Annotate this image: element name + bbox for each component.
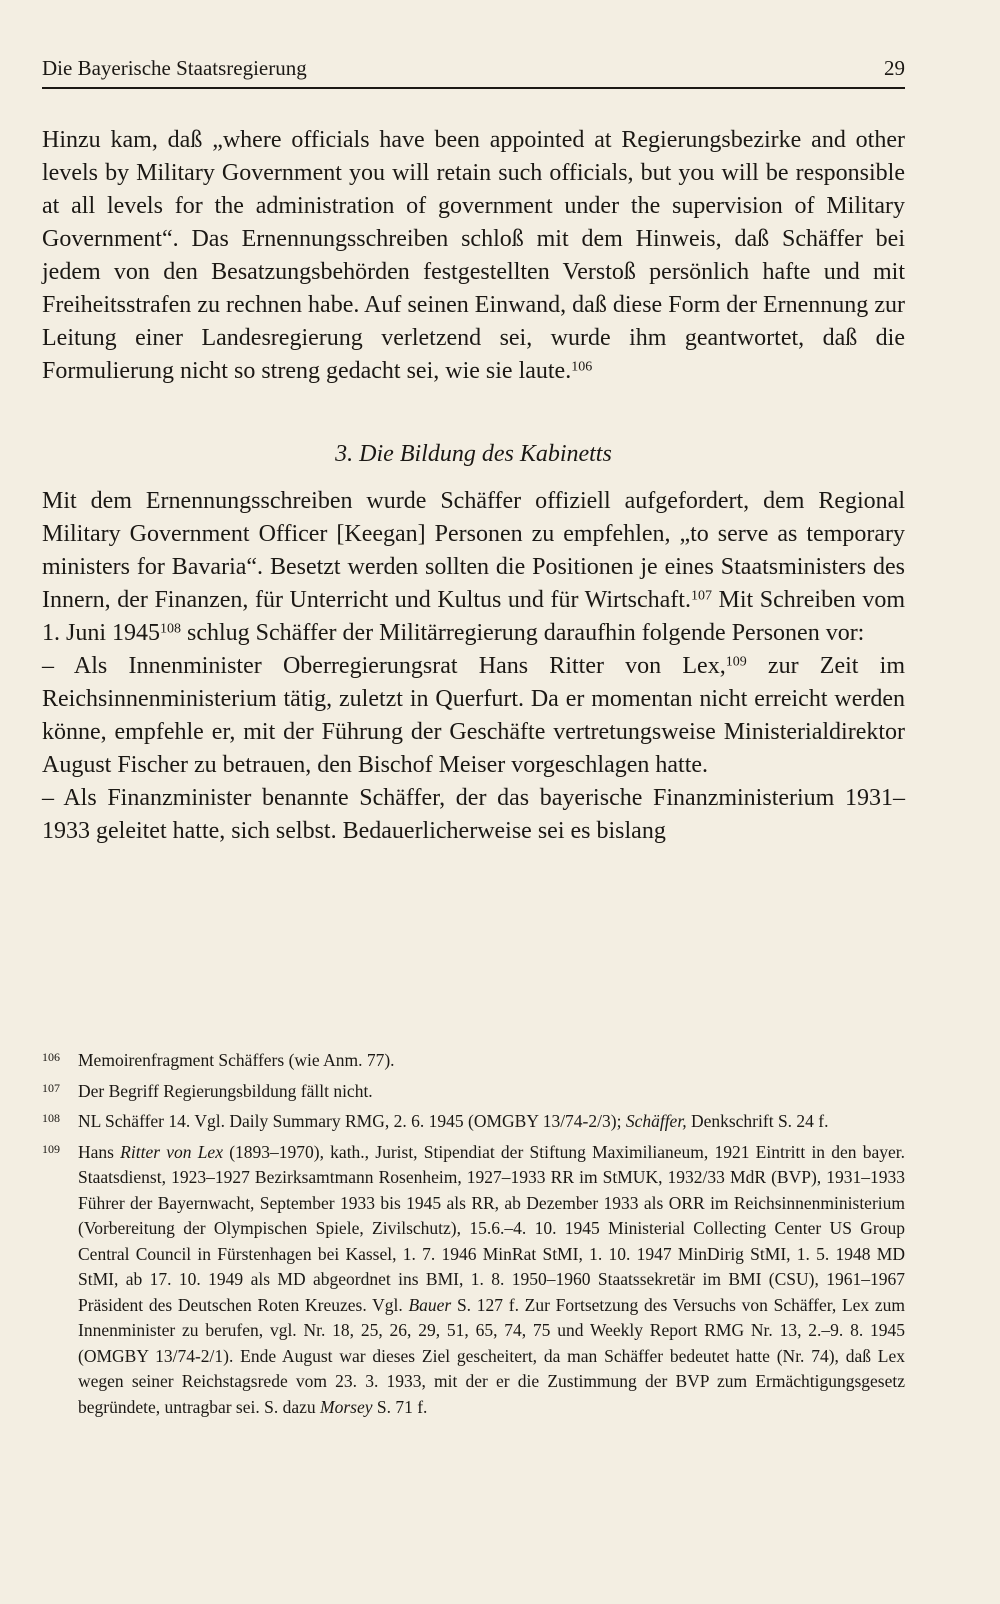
footnotes <box>42 1048 905 1425</box>
footnote <box>42 1079 905 1105</box>
paragraph: – Als Finanzminister benannte Schäffer, der das bayerische Finanzministerium 1931–1933 geleitet hatte, sich selbst. Bedauerlicherweise sei es bislang <box>42 785 905 844</box>
footnote <box>42 1048 905 1074</box>
footnote-number: 107 <box>42 1080 60 1095</box>
footnote-text: Hans Ritter von Lex (1893–1970), kath., Jurist, Stipendiat der Stiftung Maximilianeum, 1921 Eintritt in den bayer. Staatsdienst, 1923–1927 Bezirksamtmann Rosenheim, 1927–1933 RR im StMUK, 1932/33 MdR (BVP), 1931–1933 Führer der Bayernwacht, September 1933 bis 1945 als RR, ab Dezember 1933 als ORR im Reichsinnenministerium (Vorbereitung der Olympischen Spiele, Zivilschutz), 15.6.–4. 10. 1945 Ministerial Collecting Center US Group Central Council in Fürstenhagen bei Kassel, 1. 7. 1946 MinRat StMI, 1. 10. 1947 MinDirig StMI, 1. 5. 1948 MD StMI, ab 17. 10. 1949 als MD abgeordnet ins BMI, 1. 8. 1950–1960 Staatssekretär im BMI (CSU), 1961–1967 Präsident des Deutschen Roten Kreuzes. Vgl. Bauer S. 127 f. Zur Fortsetzung des Versuchs von Schäffer, Lex zum Innenminister zu berufen, vgl. Nr. 18, 25, 26, 29, 51, 65, 74, 75 und Weekly Report RMG Nr. 13, 2.–9. 8. 1945 (OMGBY 13/74-2/1). Ende August war dieses Ziel gescheitert, da man Schäffer bedeutet hatte (Nr. 74), daß Lex wegen seiner Reichstagsrede vom 23. 3. 1933, mit der er die Zustimmung der BVP zum Ermächtigungsgesetz begründete, untragbar sei. S. dazu Morsey S. 71 f. <box>78 1141 905 1417</box>
footnote-number: 109 <box>42 1141 60 1156</box>
paragraph: Hinzu kam, daß „where officials have been appointed at Regierungsbezirke and other levels by Military Government you will retain such officials, but you will be responsible at all levels for the administration of government under the supervision of Military Government“. Das Ernennungsschreiben schloß mit dem Hinweis, daß Schäffer bei jedem von den Besatzungsbehörden festgestellten Verstoß persönlich hafte und mit Freiheitsstrafen zu rechnen habe. Auf seinen Einwand, daß diese Form der Ernennung zur Leitung einer Landesregierung verletzend sei, wurde ihm geantwortet, daß die Formulierung nicht so streng gedacht sei, wie sie laute.$^{106}$ <box>42 127 905 384</box>
section-heading: 3. Die Bildung des Kabinetts <box>335 441 612 467</box>
footnote <box>42 1109 905 1135</box>
footnote-number: 108 <box>42 1111 60 1125</box>
footnote-ref[interactable]: 109 <box>725 654 747 670</box>
footnote-ref[interactable]: 106 <box>571 359 593 375</box>
footnote-text: NL Schäffer 14. Vgl. Daily Summary RMG, 2. 6. 1945 (OMGBY 13/74-2/3); Schäffer, Denkschrift S. 24 f. <box>78 1111 829 1131</box>
footnote-text: Der Begriff Regierungsbildung fällt nicht. <box>78 1080 373 1101</box>
main-text <box>42 124 905 848</box>
footnote-ref[interactable]: 107 <box>690 588 712 604</box>
paragraph: Mit dem Ernennungsschreiben wurde Schäffer offiziell aufgefordert, dem Regional Military Government Officer [Keegan] Personen zu empfehlen, „to serve as temporary ministers for Bavaria“. Besetzt werden sollten die Positionen je eines Staatsministers des Innern, der Finanzen, für Unterricht und Kultus und für Wirtschaft.$^{107}$ Mit Schreiben vom 1. Juni 1945$^{108}$ schlug Schäffer der Militärregierung daraufhin folgende Personen vor: <box>42 488 905 646</box>
page-number: 29 <box>884 56 905 80</box>
footnote-text: Memoirenfragment Schäffers (wie Anm. 77). <box>78 1050 395 1070</box>
footnote-number: 106 <box>42 1050 60 1064</box>
running-header <box>42 54 905 82</box>
footnote-ref[interactable]: 108 <box>160 621 182 637</box>
paragraph: – Als Innenminister Oberregierungsrat Hans Ritter von Lex,$^{109}$ zur Zeit im Reichsinnenministerium tätig, zuletzt in Querfurt. Da er momentan nicht erreicht werden könne, empfehle er, mit der Führung der Geschäfte vertretungsweise Ministerialdirektor August Fischer zu betrauen, den Bischof Meiser vorgeschlagen hatte. <box>42 653 905 778</box>
running-title: Die Bayerische Staatsregierung <box>42 56 307 80</box>
header-rule <box>42 87 905 89</box>
footnote <box>42 1140 905 1421</box>
